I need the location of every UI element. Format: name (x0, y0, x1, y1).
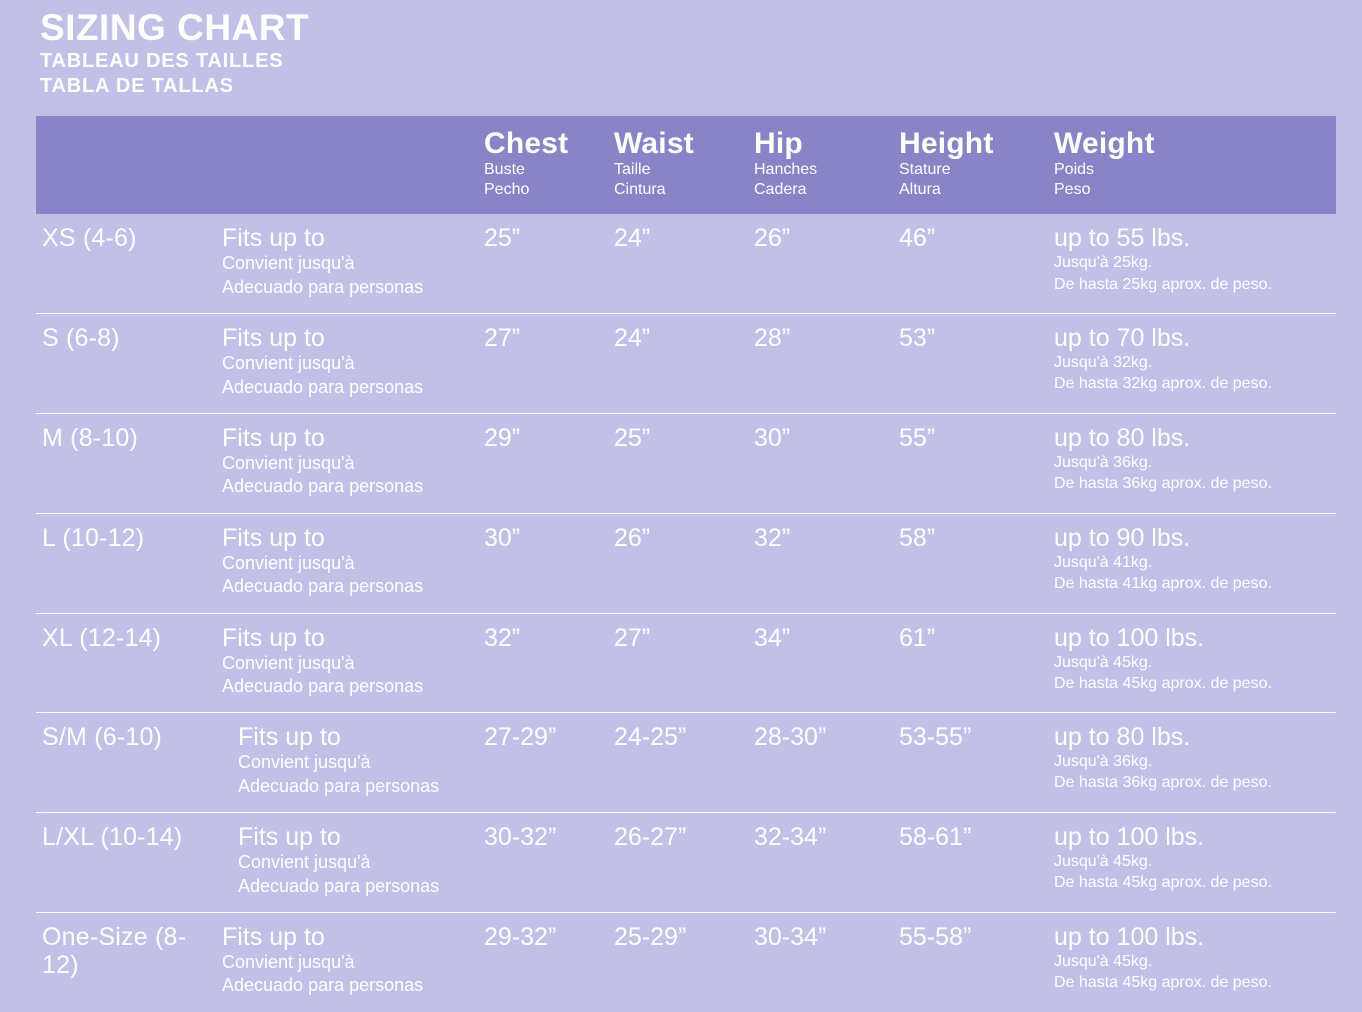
header-chest-label: Chest (484, 127, 569, 160)
height-cell (893, 912, 1048, 1011)
waist-value: 26-27” (614, 823, 687, 852)
weight-cell (1048, 314, 1336, 414)
title-block (0, 0, 1362, 99)
header-chest-spanish: Pecho (484, 180, 530, 198)
height-cell (893, 214, 1048, 313)
page-title: SIZING CHART (40, 7, 310, 48)
weight-cell (1048, 713, 1336, 813)
fits-french: Convient jusqu'à (222, 652, 355, 673)
fits-cell (216, 214, 478, 313)
size-label: XL (12-14) (42, 623, 162, 652)
hip-value: 26” (754, 224, 791, 253)
fits-english: Fits up to (222, 424, 325, 452)
hip-cell (748, 314, 893, 414)
hip-value: 32-34” (754, 823, 827, 852)
fits-spanish: Adecuado para personas (238, 775, 440, 796)
chest-cell (478, 513, 608, 613)
chest-value: 27” (484, 324, 521, 353)
table-body (36, 214, 1336, 1011)
weight-french: Jusqu'à 36kg. (1054, 753, 1153, 771)
hip-cell (748, 713, 893, 813)
waist-value: 26” (614, 523, 651, 552)
table-row (36, 513, 1336, 613)
size-label: L (10-12) (42, 523, 145, 552)
header-waist-spanish: Cintura (614, 180, 666, 198)
height-cell (893, 613, 1048, 713)
size-label: L/XL (10-14) (42, 823, 183, 852)
waist-value: 27” (614, 623, 651, 652)
size-cell (36, 513, 216, 613)
fits-spanish: Adecuado para personas (238, 875, 440, 896)
header-height-french: Stature (899, 160, 951, 178)
hip-value: 28-30” (754, 723, 827, 752)
size-cell (36, 214, 216, 313)
waist-cell (608, 713, 748, 813)
fits-cell (216, 613, 478, 713)
fits-cell (216, 513, 478, 613)
weight-english: up to 55 lbs. (1054, 224, 1191, 253)
fits-cell (216, 414, 478, 514)
chest-cell (478, 414, 608, 514)
size-cell (36, 813, 216, 913)
chest-value: 29-32” (484, 922, 557, 951)
weight-english: up to 70 lbs. (1054, 324, 1191, 353)
fits-french: Convient jusqu'à (222, 453, 355, 473)
hip-value: 30-34” (754, 922, 827, 951)
weight-english: up to 100 lbs. (1054, 823, 1205, 852)
chest-value: 30-32” (484, 823, 557, 852)
weight-english: up to 80 lbs. (1054, 424, 1191, 452)
height-value: 46” (899, 224, 936, 253)
sizing-table (36, 116, 1336, 1012)
header-weight-french: Poids (1054, 160, 1095, 178)
table-row (36, 613, 1336, 713)
weight-spanish: De hasta 32kg aprox. de peso. (1054, 375, 1272, 393)
table-row (36, 214, 1336, 313)
waist-value: 25” (614, 424, 651, 452)
height-cell (893, 314, 1048, 414)
height-value: 53-55” (899, 723, 972, 752)
chest-value: 27-29” (484, 723, 557, 752)
height-cell (893, 813, 1048, 913)
height-value: 55” (899, 424, 936, 452)
fits-spanish: Adecuado para personas (222, 675, 424, 696)
fits-english: Fits up to (238, 823, 341, 852)
waist-cell (608, 613, 748, 713)
fits-french: Convient jusqu'à (222, 353, 355, 374)
header-hip-label: Hip (754, 127, 803, 160)
fits-english: Fits up to (222, 922, 325, 951)
hip-value: 34” (754, 623, 791, 652)
fits-cell (216, 713, 478, 813)
fits-french: Convient jusqu'à (222, 552, 355, 573)
weight-spanish: De hasta 25kg aprox. de peso. (1054, 275, 1272, 293)
weight-spanish: De hasta 45kg aprox. de peso. (1054, 974, 1272, 992)
waist-cell (608, 813, 748, 913)
fits-french: Convient jusqu'à (222, 253, 355, 274)
fits-cell (216, 912, 478, 1011)
header-cell-hip (748, 116, 893, 214)
height-value: 58” (899, 523, 936, 552)
weight-cell (1048, 513, 1336, 613)
weight-cell (1048, 613, 1336, 713)
fits-spanish: Adecuado para personas (222, 576, 424, 597)
fits-french: Convient jusqu'à (222, 951, 355, 972)
waist-value: 25-29” (614, 922, 687, 951)
size-cell (36, 613, 216, 713)
height-cell (893, 414, 1048, 514)
header-cell-height (893, 116, 1048, 214)
weight-french: Jusqu'à 32kg. (1054, 354, 1153, 372)
chest-cell (478, 713, 608, 813)
weight-cell (1048, 214, 1336, 313)
hip-cell (748, 813, 893, 913)
size-cell (36, 713, 216, 813)
size-cell (36, 414, 216, 514)
chest-cell (478, 912, 608, 1011)
height-value: 55-58” (899, 922, 972, 951)
weight-english: up to 100 lbs. (1054, 623, 1205, 652)
size-label: S (6-8) (42, 324, 120, 353)
waist-cell (608, 314, 748, 414)
weight-cell (1048, 912, 1336, 1011)
weight-spanish: De hasta 36kg aprox. de peso. (1054, 475, 1272, 493)
size-label: One-Size (8-12) (42, 922, 187, 979)
fits-spanish: Adecuado para personas (222, 476, 424, 497)
fits-english: Fits up to (222, 623, 325, 652)
fits-cell (216, 813, 478, 913)
header-cell-size (36, 116, 216, 214)
hip-value: 28” (754, 324, 791, 353)
fits-spanish: Adecuado para personas (222, 975, 424, 996)
weight-english: up to 100 lbs. (1054, 922, 1205, 951)
weight-french: Jusqu'à 25kg. (1054, 254, 1153, 272)
size-label: XS (4-6) (42, 224, 137, 253)
header-waist-label: Waist (614, 127, 694, 160)
size-cell (36, 912, 216, 1011)
table-header (36, 116, 1336, 214)
weight-spanish: De hasta 45kg aprox. de peso. (1054, 674, 1272, 692)
header-row (36, 116, 1336, 214)
weight-french: Jusqu'à 45kg. (1054, 653, 1153, 671)
height-value: 58-61” (899, 823, 972, 852)
height-value: 61” (899, 623, 936, 652)
weight-french: Jusqu'à 41kg. (1054, 553, 1153, 571)
fits-english: Fits up to (238, 723, 341, 752)
waist-cell (608, 414, 748, 514)
weight-cell (1048, 414, 1336, 514)
fits-spanish: Adecuado para personas (222, 276, 424, 297)
fits-english: Fits up to (222, 523, 325, 552)
weight-spanish: De hasta 45kg aprox. de peso. (1054, 874, 1272, 892)
table-row (36, 912, 1336, 1011)
waist-cell (608, 513, 748, 613)
fits-french: Convient jusqu'à (238, 752, 371, 773)
table-row (36, 813, 1336, 913)
header-hip-french: Hanches (754, 160, 818, 178)
header-hip-spanish: Cadera (754, 180, 807, 198)
chest-value: 32” (484, 623, 521, 652)
weight-english: up to 80 lbs. (1054, 723, 1191, 752)
height-cell (893, 513, 1048, 613)
header-cell-chest (478, 116, 608, 214)
fits-french: Convient jusqu'à (238, 852, 371, 873)
weight-french: Jusqu'à 45kg. (1054, 952, 1153, 970)
hip-cell (748, 912, 893, 1011)
size-label: S/M (6-10) (42, 723, 163, 752)
height-value: 53” (899, 324, 936, 353)
header-height-label: Height (899, 127, 994, 160)
header-weight-spanish: Peso (1054, 180, 1091, 198)
weight-french: Jusqu'à 45kg. (1054, 853, 1153, 871)
hip-cell (748, 414, 893, 514)
chest-cell (478, 214, 608, 313)
weight-spanish: De hasta 36kg aprox. de peso. (1054, 774, 1272, 792)
hip-cell (748, 214, 893, 313)
waist-cell (608, 912, 748, 1011)
chest-value: 30” (484, 523, 521, 552)
hip-value: 32” (754, 523, 791, 552)
header-chest-french: Buste (484, 160, 525, 178)
weight-english: up to 90 lbs. (1054, 523, 1191, 552)
fits-spanish: Adecuado para personas (222, 376, 424, 397)
height-cell (893, 713, 1048, 813)
header-cell-fits (216, 116, 478, 214)
weight-spanish: De hasta 41kg aprox. de peso. (1054, 574, 1272, 592)
chest-cell (478, 813, 608, 913)
hip-value: 30” (754, 424, 791, 452)
header-weight-label: Weight (1054, 127, 1155, 160)
waist-value: 24-25” (614, 723, 687, 752)
size-cell (36, 314, 216, 414)
fits-cell (216, 314, 478, 414)
waist-value: 24” (614, 224, 651, 253)
table-row (36, 713, 1336, 813)
table-row (36, 414, 1336, 514)
chest-cell (478, 314, 608, 414)
hip-cell (748, 613, 893, 713)
weight-cell (1048, 813, 1336, 913)
chest-cell (478, 613, 608, 713)
waist-value: 24” (614, 324, 651, 353)
header-cell-waist (608, 116, 748, 214)
page-title-spanish: TABLA DE TALLAS (40, 74, 234, 97)
chest-value: 25” (484, 224, 521, 253)
waist-cell (608, 214, 748, 313)
weight-french: Jusqu'à 36kg. (1054, 454, 1153, 471)
table-row (36, 314, 1336, 414)
header-cell-weight (1048, 116, 1336, 214)
hip-cell (748, 513, 893, 613)
fits-english: Fits up to (222, 324, 325, 353)
chest-value: 29” (484, 424, 521, 452)
size-label: M (8-10) (42, 424, 139, 452)
page-title-french: TABLEAU DES TAILLES (40, 49, 284, 72)
fits-english: Fits up to (222, 224, 325, 253)
header-height-spanish: Altura (899, 180, 941, 198)
header-waist-french: Taille (614, 160, 651, 178)
